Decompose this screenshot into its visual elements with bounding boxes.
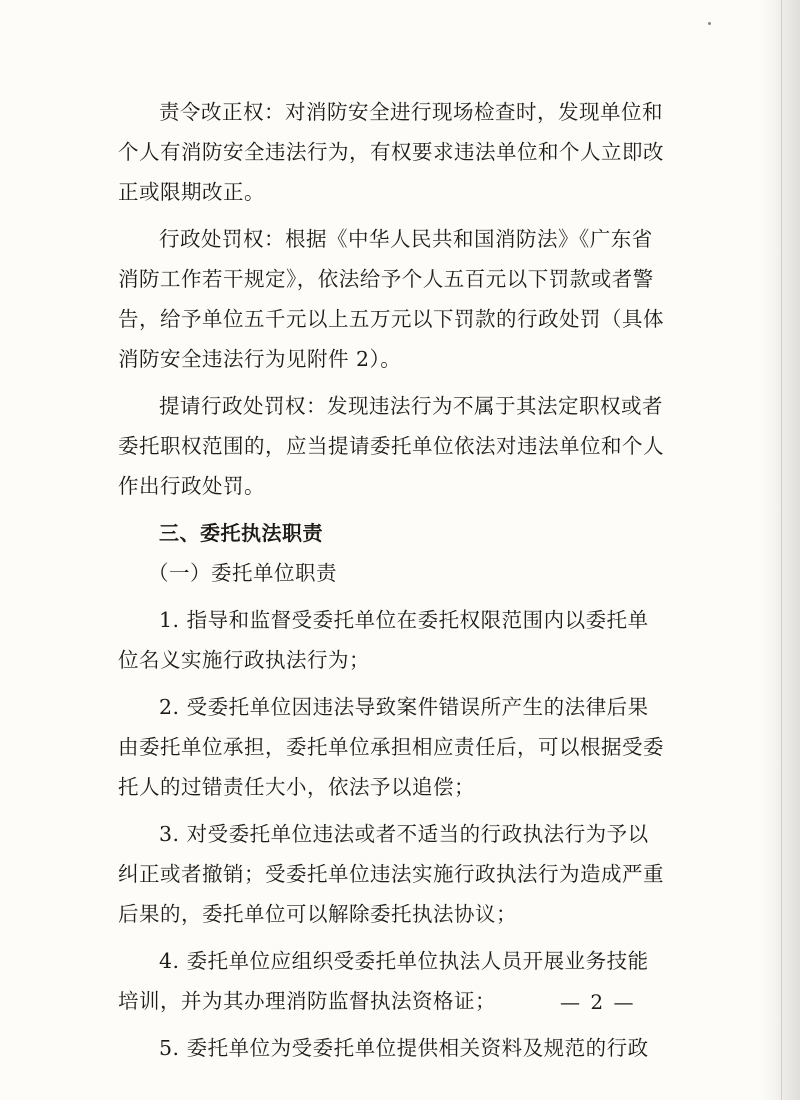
text-line: 4. 委托单位应组织受委托单位执法人员开展业务技能: [159, 949, 649, 973]
section-heading: 三、委托执法职责: [159, 521, 323, 545]
text-line: 后果的，委托单位可以解除委托执法协议；: [118, 902, 517, 926]
text-line: 消防工作若干规定》，依法给予个人五百元以下罚款或者警: [118, 267, 654, 291]
document-body: [118, 92, 666, 1068]
scan-speck: [708, 22, 711, 25]
page-edge-line: [781, 0, 782, 1100]
text-line: 责令改正权：对消防安全进行现场检查时，发现单位和: [159, 100, 663, 124]
page-edge-shadow: [758, 0, 800, 1100]
text-line: 消防安全违法行为见附件 2）。: [118, 347, 402, 371]
text-line: 委托职权范围的，应当提请委托单位依法对违法单位和个人: [118, 434, 664, 458]
text-line: 2. 受委托单位因违法导致案件错误所产生的法律后果: [159, 695, 649, 719]
text-line: 纠正或者撤销；受委托单位违法实施行政执法行为造成严重: [118, 862, 664, 886]
text-line: 由委托单位承担，委托单位承担相应责任后，可以根据受委: [118, 735, 664, 759]
text-line: 正或限期改正。: [118, 180, 265, 204]
text-line: 培训，并为其办理消防监督执法资格证；: [118, 989, 496, 1013]
text-line: 提请行政处罚权：发现违法行为不属于其法定职权或者: [159, 394, 663, 418]
text-line: 托人的过错责任大小，依法予以追偿；: [118, 775, 475, 799]
text-line: 5. 委托单位为受委托单位提供相关资料及规范的行政: [159, 1036, 649, 1060]
text-line: 告，给予单位五千元以上五万元以下罚款的行政处罚（具体: [118, 307, 664, 331]
text-line: 行政处罚权：根据《中华人民共和国消防法》《广东省: [159, 227, 653, 251]
page-number: — 2 —: [560, 990, 636, 1014]
text-line: 3. 对受委托单位违法或者不适当的行政执法行为予以: [159, 822, 649, 846]
text-line: 位名义实施行政执法行为；: [118, 648, 370, 672]
subsection-heading: （一）委托单位职责: [148, 561, 337, 585]
text-line: 个人有消防安全违法行为，有权要求违法单位和个人立即改: [118, 140, 664, 164]
text-line: 作出行政处罚。: [118, 474, 265, 498]
text-line: 1. 指导和监督受委托单位在委托权限范围内以委托单: [159, 608, 649, 632]
